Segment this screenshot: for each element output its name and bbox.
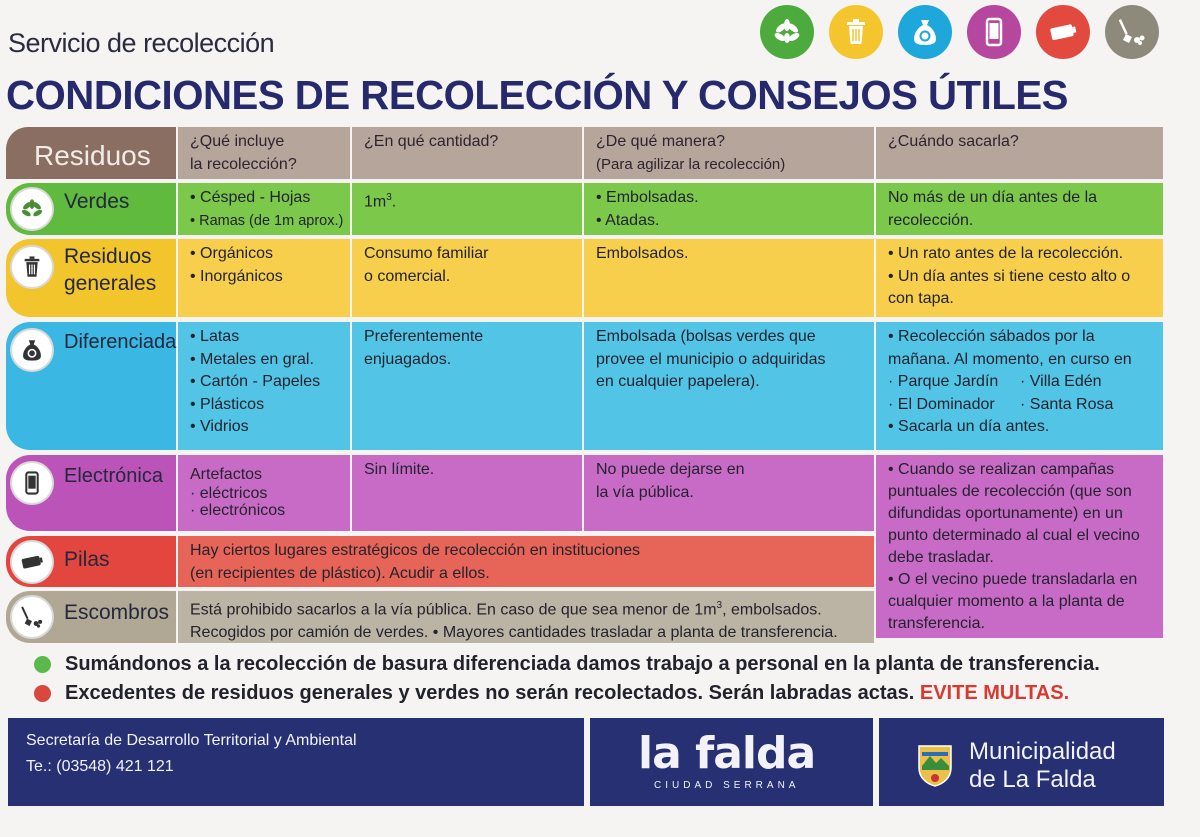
electronica-manera (584, 455, 874, 531)
diferenciada-incluye (178, 322, 350, 450)
cell-line: • O el vecino puede transladarla en (888, 571, 1138, 588)
header-cantidad (352, 127, 582, 179)
cell-line: • Embolsadas. (596, 189, 699, 206)
cell-line: Recogidos por camión de verdes. • Mayores cantidades trasladar a planta de transferencia. (190, 623, 838, 641)
footer-logo (590, 718, 873, 806)
row-label-generales (6, 239, 176, 317)
cell-line: . (391, 193, 397, 211)
cell-line: puntuales de recolección (que son (888, 483, 1132, 500)
footer-municipalidad (879, 718, 1164, 806)
row-label-electronica (6, 455, 176, 531)
footer-secretaria: Secretaría de Desarrollo Territorial y Ambiental (26, 732, 357, 749)
generales-cantidad (352, 239, 582, 317)
cell-line: , embolsados. (722, 601, 822, 619)
row-label-text: Verdes (64, 190, 130, 213)
green-dot-icon (34, 656, 51, 673)
cell-line: • Vidrios (190, 418, 249, 435)
cell-line: · El Dominador (888, 395, 995, 413)
debris-shovel-icon (10, 595, 54, 639)
row-label-line: Residuos (64, 245, 152, 268)
municipalidad-line: Municipalidad (969, 738, 1116, 765)
generales-incluye (178, 239, 350, 317)
note-warning: EVITE MULTAS. (919, 682, 1070, 704)
cell-line: Hay ciertos lugares estratégicos de recolección en instituciones (190, 542, 641, 559)
municipalidad-line: de La Falda (969, 766, 1096, 793)
cell-line: cualquier momento a la planta de (888, 593, 1125, 610)
cell-line: provee el municipio o adquiridas (596, 350, 826, 368)
cell-line: difundidas oportunamente) en un (888, 505, 1123, 522)
leaves-icon (760, 5, 814, 59)
header-text: ¿Qué incluye (190, 133, 285, 150)
row-label-text (64, 243, 156, 297)
cell-line: • Césped - Hojas (190, 189, 311, 206)
cell-line: recolección. (888, 211, 974, 229)
cell-line: punto determinado al cual el vecino (888, 527, 1140, 544)
category-icons (760, 5, 1159, 59)
footer-phone: Te.: (03548) 421 121 (26, 758, 174, 775)
row-label-diferenciada (6, 322, 176, 450)
cell-line: enjuagados. (364, 350, 452, 368)
la-falda-logo: la falda (638, 728, 816, 779)
row-label-text: Electrónica (64, 465, 163, 487)
row-label-pilas (6, 536, 176, 587)
cell-line: • Cartón - Papeles (190, 373, 321, 390)
cell-line: con tapa. (888, 290, 954, 307)
trash-can-icon (10, 245, 54, 289)
diferenciada-manera (584, 322, 874, 450)
notes (34, 650, 1100, 708)
cell-line: • Orgánicos (190, 245, 273, 262)
cell-line: mañana. Al momento, en curso en (888, 350, 1132, 368)
shield-icon (917, 738, 953, 788)
diferenciada-cantidad (352, 322, 582, 450)
cell-line: • Recolección sábados por la (888, 328, 1095, 345)
cell-line: Embolsados. (596, 245, 689, 262)
header-text: ¿En qué cantidad? (364, 133, 499, 150)
battery-icon (1036, 5, 1090, 59)
cell-line: • Atadas. (596, 211, 660, 229)
cell-line: Está prohibido sacarlos a la vía pública. En caso de que sea menor de 1m (190, 601, 717, 619)
pilas-text (178, 536, 874, 587)
header-que-incluye (178, 127, 350, 179)
header-text: (Para agilizar la recolección) (596, 155, 786, 173)
red-dot-icon (34, 685, 51, 702)
header-manera (584, 127, 874, 179)
cell-line: • Sacarla un día antes. (888, 418, 1050, 435)
electronica-cantidad (352, 455, 582, 531)
row-label-escombros (6, 591, 176, 643)
cell-line: · Santa Rosa (1020, 395, 1114, 413)
electronica-incluye (178, 455, 350, 531)
electronica-cuando (876, 455, 1163, 638)
recycle-bag-icon (10, 328, 54, 372)
cell-line: Artefactos (190, 466, 263, 483)
cell-line: transferencia. (888, 615, 985, 632)
note-green (34, 650, 1100, 679)
footer-contact (8, 718, 584, 806)
escombros-text (178, 591, 874, 643)
cell-line: la vía pública. (596, 483, 694, 501)
verdes-cantidad (352, 183, 582, 235)
cell-line: debe trasladar. (888, 549, 994, 566)
leaves-icon (10, 187, 54, 231)
phone-icon (10, 461, 54, 505)
cell-line: (en recipientes de plástico). Acudir a ellos. (190, 564, 490, 582)
header-residuos (6, 127, 176, 179)
page-subtitle: Servicio de recolección (8, 28, 275, 58)
header-text: ¿Cuándo sacarla? (888, 133, 1019, 150)
phone-icon (967, 5, 1021, 59)
cell-line: Preferentemente (364, 328, 484, 345)
header-residuos-label: Residuos (34, 140, 151, 171)
cell-line: • Inorgánicos (190, 267, 283, 285)
verdes-cuando (876, 183, 1163, 235)
debris-shovel-icon (1105, 5, 1159, 59)
row-label-text: Pilas (64, 548, 110, 571)
verdes-manera (584, 183, 874, 235)
row-label-line: generales (64, 272, 157, 295)
cell-line: • Cuando se realizan campañas (888, 461, 1115, 478)
cell-line: • Un día antes si tiene cesto alto o (888, 267, 1131, 285)
row-label-text: Diferenciada (64, 331, 177, 353)
generales-cuando (876, 239, 1163, 317)
logo-subtitle: CIUDAD SERRANA (654, 780, 800, 791)
generales-manera (584, 239, 874, 317)
header-text: la recolección? (190, 155, 297, 173)
cell-line: o comercial. (364, 267, 451, 285)
row-label-verdes (6, 183, 176, 235)
cell-line: • Metales en gral. (190, 350, 314, 368)
cell-line: Embolsada (bolsas verdes que (596, 328, 816, 345)
verdes-incluye (178, 183, 350, 235)
cell-line: • Un rato antes de la recolección. (888, 245, 1124, 262)
cell-line: No más de un día antes de la (888, 189, 1098, 206)
cell-line: • Latas (190, 328, 240, 345)
recycle-bag-icon (898, 5, 952, 59)
row-label-text: Escombros (64, 601, 170, 624)
cell-line: · Parque Jardín (888, 373, 999, 390)
header-cuando (876, 127, 1163, 179)
page-title: CONDICIONES DE RECOLECCIÓN Y CONSEJOS ÚTILES (6, 72, 1068, 118)
cell-line: · electrónicos (190, 502, 286, 519)
cell-line: 1m (364, 193, 387, 211)
trash-can-icon (829, 5, 883, 59)
cell-sup: 3 (716, 600, 723, 611)
note-red (34, 679, 1100, 708)
cell-line: No puede dejarse en (596, 461, 745, 478)
cell-line: Consumo familiar (364, 245, 489, 262)
header-text: ¿De qué manera? (596, 133, 725, 150)
cell-line: Sin límite. (364, 461, 435, 478)
cell-line: · eléctricos (190, 485, 268, 502)
cell-sup: 3 (386, 192, 392, 203)
cell-line: · Villa Edén (1020, 373, 1102, 390)
cell-line: • Ramas (de 1m aprox.) (190, 212, 344, 229)
cell-line: • Plásticos (190, 395, 265, 413)
diferenciada-cuando (876, 322, 1163, 450)
note-text: Sumándonos a la recolección de basura diferenciada damos trabajo a personal en la planta de transferencia. (65, 653, 1100, 675)
cell-line: en cualquier papelera). (596, 373, 760, 390)
note-text: Excedentes de residuos generales y verdes no serán recolectados. Serán labradas actas. (65, 682, 915, 704)
battery-icon (10, 540, 54, 584)
